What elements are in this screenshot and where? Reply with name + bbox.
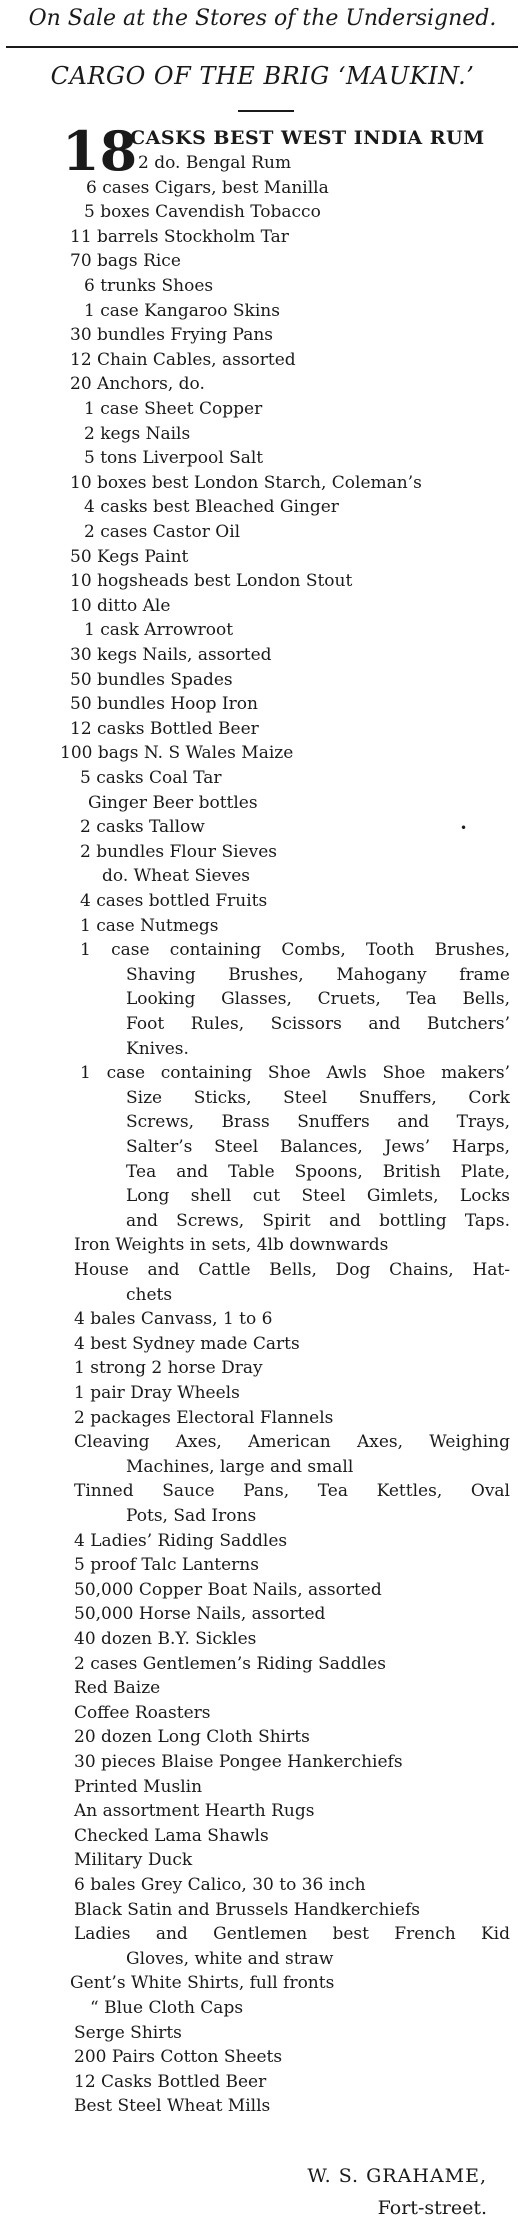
item-line: Iron Weights in sets, 4lb downwards xyxy=(74,1235,389,1255)
item-line: 10 ditto Ale xyxy=(70,596,171,616)
item-line: 4 cases bottled Fruits xyxy=(80,891,268,911)
item-line: 30 bundles Frying Pans xyxy=(70,325,274,345)
item-line: 40 dozen B.Y. Sickles xyxy=(74,1629,257,1649)
item-line: Shaving Brushes, Mahogany frame xyxy=(126,965,510,985)
item-line: 5 casks Coal Tar xyxy=(80,768,222,788)
item-line: Cleaving Axes, American Axes, Weighing xyxy=(74,1432,510,1452)
item-line: 20 dozen Long Cloth Shirts xyxy=(74,1727,310,1747)
item-line: 1 case Sheet Copper xyxy=(84,399,263,419)
item-line: Printed Muslin xyxy=(74,1777,203,1797)
item-line: Ladies and Gentlemen best French Kid xyxy=(74,1924,510,1944)
item-line: 2 kegs Nails xyxy=(84,424,191,444)
item-line: 2 bundles Flour Sieves xyxy=(80,842,277,862)
item-line: 1 case Nutmegs xyxy=(80,916,219,936)
item-line: 2 cases Castor Oil xyxy=(84,522,241,542)
item-line: 6 cases Cigars, best Manilla xyxy=(86,178,329,198)
item-line: Long shell cut Steel Gimlets, Locks xyxy=(126,1186,510,1206)
item-line: Machines, large and small xyxy=(126,1457,354,1477)
item-line: 50,000 Copper Boat Nails, assorted xyxy=(74,1580,382,1600)
item-line: Tinned Sauce Pans, Tea Kettles, Oval xyxy=(74,1481,510,1501)
item-line: 12 Casks Bottled Beer xyxy=(74,2072,267,2092)
item-line: An assortment Hearth Rugs xyxy=(74,1801,315,1821)
divider-short xyxy=(238,110,294,112)
item-line: 4 casks best Bleached Ginger xyxy=(84,497,339,517)
item-line: 12 casks Bottled Beer xyxy=(70,719,259,739)
item-line: 1 strong 2 horse Dray xyxy=(74,1358,263,1378)
item-line: Best Steel Wheat Mills xyxy=(74,2096,271,2116)
item-line: Pots, Sad Irons xyxy=(126,1506,257,1526)
item-line: Black Satin and Brussels Handkerchiefs xyxy=(74,1900,420,1920)
item-line: Military Duck xyxy=(74,1850,193,1870)
item-line: 1 case containing Combs, Tooth Brushes, xyxy=(80,940,510,960)
item-line: Screws, Brass Snuffers and Trays, xyxy=(126,1112,510,1132)
item-line: 20 Anchors, do. xyxy=(70,374,205,394)
item-line: 2 casks Tallow xyxy=(80,817,205,837)
item-line: Red Baize xyxy=(74,1678,161,1698)
item-line: 5 boxes Cavendish Tobacco xyxy=(84,202,321,222)
item-line: Ginger Beer bottles xyxy=(88,793,258,813)
item-line: 12 Chain Cables, assorted xyxy=(70,350,296,370)
item-line: 2 do. Bengal Rum xyxy=(138,153,292,173)
big-figure: 18 xyxy=(62,119,138,183)
item-line: 1 cask Arrowroot xyxy=(84,620,234,640)
signature-address: Fort-street. xyxy=(377,2197,487,2219)
item-line: 30 kegs Nails, assorted xyxy=(70,645,272,665)
item-line: 50 bundles Spades xyxy=(70,670,233,690)
item-line: Size Sticks, Steel Snuffers, Cork xyxy=(126,1088,510,1108)
item-line: Tea and Table Spoons, British Plate, xyxy=(126,1162,510,1182)
item-line: Salter’s Steel Balances, Jews’ Harps, xyxy=(126,1137,510,1157)
item-line: 5 proof Talc Lanterns xyxy=(74,1555,259,1575)
divider-top xyxy=(6,46,518,48)
item-line: House and Cattle Bells, Dog Chains, Hat- xyxy=(74,1260,510,1280)
item-line: 30 pieces Blaise Pongee Hankerchiefs xyxy=(74,1752,403,1772)
item-line: Coffee Roasters xyxy=(74,1703,211,1723)
item-line: 4 bales Canvass, 1 to 6 xyxy=(74,1309,273,1329)
item-line: 100 bags N. S Wales Maize xyxy=(60,743,294,763)
item-line: do. Wheat Sieves xyxy=(102,866,251,886)
item-line: Serge Shirts xyxy=(74,2023,182,2043)
item-line: 4 Ladies’ Riding Saddles xyxy=(74,1531,288,1551)
item-line: and Screws, Spirit and bottling Taps. xyxy=(126,1211,510,1231)
item-line: 200 Pairs Cotton Sheets xyxy=(74,2047,283,2067)
item-line: 1 pair Dray Wheels xyxy=(74,1383,240,1403)
item-line: 11 barrels Stockholm Tar xyxy=(70,227,289,247)
item-line: chets xyxy=(126,1285,173,1305)
item-line: 1 case containing Shoe Awls Shoe makers’ xyxy=(80,1063,510,1083)
print-speck: • xyxy=(460,821,468,835)
first-item-line: CASKS BEST WEST INDIA RUM xyxy=(130,127,485,149)
item-line: 6 trunks Shoes xyxy=(84,276,214,296)
item-line: “ Blue Cloth Caps xyxy=(90,1998,244,2018)
item-line: 5 tons Liverpool Salt xyxy=(84,448,264,468)
item-line: Knives. xyxy=(126,1039,189,1059)
item-line: 50 bundles Hoop Iron xyxy=(70,694,258,714)
header-title: On Sale at the Stores of the Undersigned. xyxy=(28,6,497,31)
item-line: 6 bales Grey Calico, 30 to 36 inch xyxy=(74,1875,366,1895)
item-line: 50,000 Horse Nails, assorted xyxy=(74,1604,326,1624)
item-line: Gent’s White Shirts, full fronts xyxy=(70,1973,335,1993)
item-line: Looking Glasses, Cruets, Tea Bells, xyxy=(126,989,510,1009)
item-line: Checked Lama Shawls xyxy=(74,1826,269,1846)
item-line: Foot Rules, Scissors and Butchers’ xyxy=(126,1014,510,1034)
header-subtitle: CARGO OF THE BRIG ‘MAUKIN.’ xyxy=(50,62,475,90)
item-line: Gloves, white and straw xyxy=(126,1949,334,1969)
item-line: 1 case Kangaroo Skins xyxy=(84,301,280,321)
item-line: 50 Kegs Paint xyxy=(70,547,189,567)
item-line: 2 packages Electoral Flannels xyxy=(74,1408,334,1428)
item-line: 70 bags Rice xyxy=(70,251,181,271)
item-line: 10 hogsheads best London Stout xyxy=(70,571,353,591)
item-line: 4 best Sydney made Carts xyxy=(74,1334,300,1354)
signature-name: W. S. GRAHAME, xyxy=(307,2165,487,2187)
item-line: 10 boxes best London Starch, Coleman’s xyxy=(70,473,422,493)
item-line: 2 cases Gentlemen’s Riding Saddles xyxy=(74,1654,386,1674)
